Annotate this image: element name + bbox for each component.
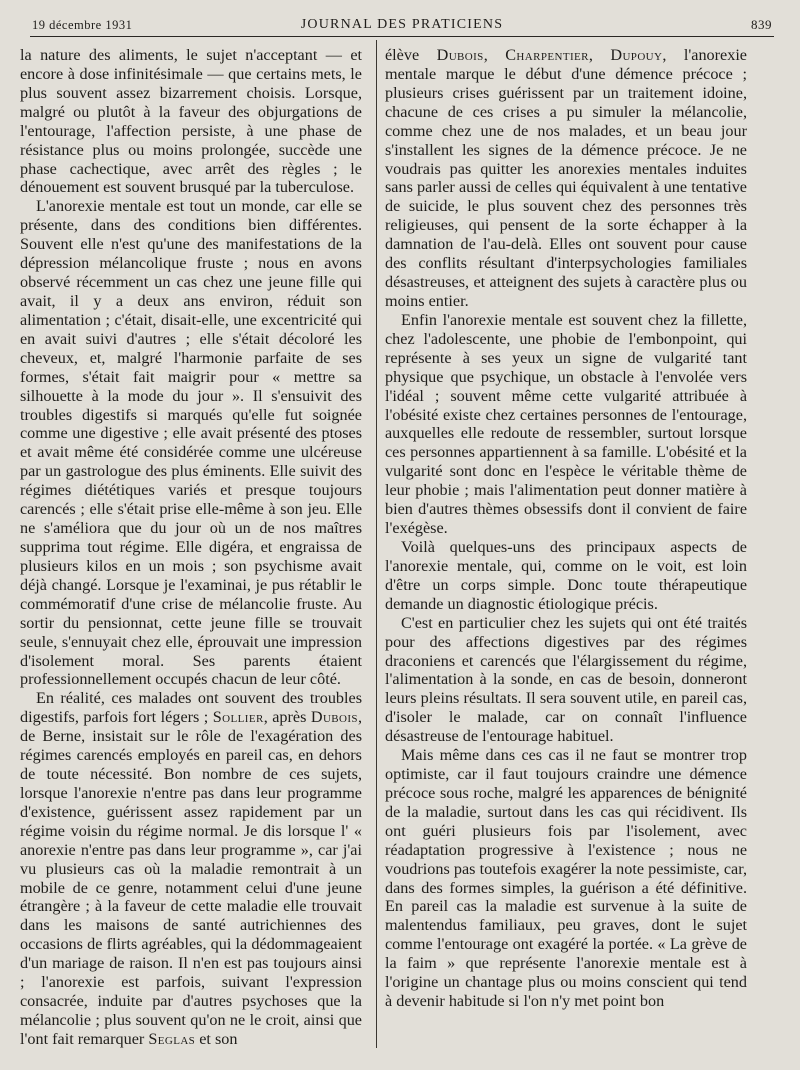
paragraph-text: , l'anorexie mentale marque le début d'une démence précoce ; plusieurs crises guérissent par un traitement idoine, chacune de ces crises a pu simuler la mélancolie, comme chez une de nos malades, et un beau jour s'installent les signes de la démence précoce. Je ne voudrais pas quitter les anorexies mentales induites sans parler aussi de celles qui équivalent à une tentative de suicide, le plus souvent chez des personnes très religieuses, qui pensent de la sorte échapper à la damnation de l'au-delà. Elles ont souvent pour cause des conflits résultant d'interpsychologies familiales désastreuses, et atteignent des sujets à caractère plus ou moins entier. bbox=[385, 46, 747, 310]
journal-title: JOURNAL DES PRATICIENS bbox=[300, 17, 504, 32]
paragraph: Mais même dans ces cas il ne faut se montrer trop optimiste, car il faut toujours craindre une démence précoce sous roche, malgré les apparences de bénignité de la maladie, surtout dans les cas qui récidivent. Ils ont guéri plusieurs fois par l'isolement, avec réadaptation progressive à l'existence ; nous ne voudrions pas toutefois exagérer la note pessimiste, car, dans des formes simples, la guérison a été définitive. En pareil cas la maladie est survenue à la suite de malentendus familiaux, peu graves, dont le sujet comme l'entourage ont exagéré la portée. « La grève de la faim » que représente l'anorexie mentale est à l'origine un chantage plus ou moins conscient qui tend à devenir habitude si l'on n'y met point bon bbox=[385, 746, 747, 1011]
paragraph: C'est en particulier chez les sujets qui ont été traités pour des affections digestives par des régimes draconiens et carencés que l'élargissement du régime, l'alimentation à la sonde, en cas de besoin, donneront leurs pleins résultats. Il sera souvent utile, en pareil cas, d'isoler le malade, car on connaît l'influence désastreuse de l'entourage habituel. bbox=[385, 613, 747, 746]
paragraph bbox=[20, 689, 362, 1049]
paragraph-text: , bbox=[483, 46, 506, 64]
paragraph-text: , de Berne, insistait sur le rôle de l'exagération des régimes carencés employés en pareil cas, en dehors de toute nécessité. Bon nombre de ces sujets, lorsque l'anorexie n'entre pas dans leur programme d'existence, guérissent assez rapidement par un régime voisin du régime normal. Je dis lorsque l' « anorexie n'entre pas dans leur programme », car j'ai vu plusieurs cas où la maladie remontrait à un mobile de ce genre, notamment celui d'une jeune étrangère ; à la faveur de cette maladie elle trouvait dans les maisons de santé autrichiennes des occasions de flirts agréables, qui la dédommageaient d'un mariage de raison. Il n'en est pas toujours ainsi ; l'anorexie est parfois, suivant l'expression consacrée, induite par d'autres psychoses que la mélancolie ; plus souvent qu'on ne le croit, ainsi que l'ont fait remarquer bbox=[20, 708, 363, 1048]
left-column bbox=[20, 46, 362, 1049]
author-name: Sollier bbox=[212, 708, 264, 727]
author-name: Seglas bbox=[148, 1029, 196, 1048]
paragraph: Voilà quelques-uns des principaux aspects de l'anorexie mentale, qui, comme on le voit, est loin d'être un corps simple. Donc toute thérapeutique demande un diagnostic étiologique précis. bbox=[385, 537, 747, 613]
running-header bbox=[32, 14, 772, 36]
paragraph-text: et son bbox=[195, 1029, 238, 1048]
paragraph-text: , après bbox=[263, 708, 311, 727]
right-column bbox=[385, 46, 747, 1011]
column-divider bbox=[376, 40, 377, 1048]
author-name: Dupouy bbox=[610, 46, 663, 64]
author-name: Dubois bbox=[436, 46, 484, 64]
paragraph-text: élève bbox=[385, 46, 437, 64]
paragraph-text: En réalité, ces malades ont souvent des troubles digestifs, parfois fort légers ; bbox=[20, 689, 362, 727]
author-name: Dubois bbox=[310, 708, 358, 727]
page-number: 839 bbox=[751, 17, 772, 32]
paragraph-text: , bbox=[588, 46, 611, 64]
paragraph: Enfin l'anorexie mentale est souvent chez la fillette, chez l'adolescente, une phobie de l'embonpoint, qui représente à ses yeux un signe de vulgarité tant physique que psychique, un obstacle à l'envolée vers l'idéal ; souvent même cette vulgarité attribuée à l'obésité existe chez certaines personnes de l'entourage, auxquelles elle redoute de ressembler, surtout lorsque ces personnes appartiennent à sa famille. L'obésité et la vulgarité sont donc en l'espèce le véritable thème de leur phobie ; mais l'alimentation peut donner matière à bien d'autres thèmes obsessifs dont il convient de faire l'exégèse. bbox=[385, 310, 747, 538]
header-date: 19 décembre 1931 bbox=[32, 18, 133, 32]
paragraph bbox=[385, 46, 747, 311]
author-name: Charpentier bbox=[505, 46, 589, 64]
paragraph: la nature des aliments, le sujet n'acceptant — et encore à dose infinitésimale — que certains mets, le plus souvent assez bizarrement choisis. Lorsque, malgré ou plutôt à la faveur des objurgations de l'entourage, l'affection persiste, à une phase de résistance plus ou moins prolongée, succède une phase cachectique, avec arrêt des règles ; le dénouement est souvent brusqué par la tuberculose. bbox=[20, 46, 362, 197]
header-rule bbox=[30, 36, 774, 37]
paragraph: L'anorexie mentale est tout un monde, car elle se présente, dans des conditions bien différentes. Souvent elle n'est qu'une des manifestations de la dépression mélancolique fruste ; nous en avons observé récemment un cas chez une jeune fille qui avait, il y a deux ans environ, réduit son alimentation ; c'était, disait-elle, une excentricité qui en avait suivi d'autres ; elle s'était décoloré les cheveux, et, malgré l'harmonie parfaite de ses formes, s'était fait maigrir pour « mettre sa silhouette à la mode du jour ». Il s'ensuivit des troubles digestifs si marqués qu'elle fut soignée comme une digestive ; elle avait présenté des ptoses et avait même été considérée comme une ulcéreuse par un gastrologue des plus éminents. Elle suivit des régimes diététiques variés et presque toujours carencés ; elle s'était prise elle-même à son jeu. Elle ne s'améliora que du jour où un de nos maîtres supprima tout régime. Elle digéra, et engraissa de plusieurs kilos en un mois ; son psychisme avait déjà changé. Lorsque je l'examinai, je pus rétablir le commémoratif d'une crise de mélancolie fruste. Au sortir du pensionnat, cette jeune fille se trouvait seule, s'ennuyait chez elle, éprouvait une impression d'isolement moral. Ses parents étaient professionnellement occupés chacun de leur côté. bbox=[20, 197, 362, 689]
